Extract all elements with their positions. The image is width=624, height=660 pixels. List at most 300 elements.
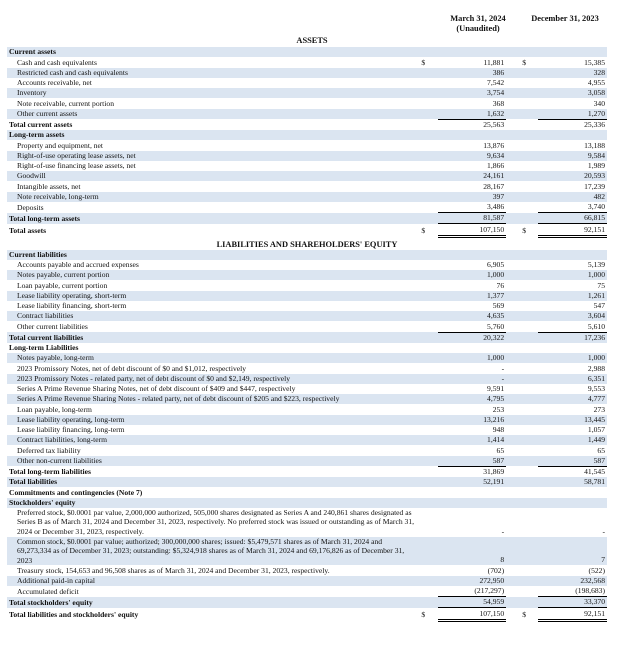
currency-symbol — [520, 537, 538, 566]
row-label: Right-of-use operating lease assets, net — [7, 151, 419, 161]
table-row — [7, 202, 607, 213]
row-label: Restricted cash and cash equivalents — [7, 68, 419, 78]
value-march-2024: 368 — [492, 98, 505, 108]
column-gap — [506, 466, 520, 477]
currency-symbol — [520, 47, 538, 57]
row-label: Total current assets — [9, 120, 73, 129]
value-december-2023 — [538, 250, 607, 260]
currency-symbol — [419, 445, 437, 455]
value-march-2024 — [438, 487, 507, 497]
table-row — [7, 565, 607, 575]
value-march-2024: 11,881 — [483, 57, 505, 67]
currency-symbol — [419, 343, 437, 353]
value-december-2023: 13,188 — [584, 140, 605, 150]
currency-symbol — [520, 508, 538, 537]
value-december-2023: 273 — [593, 404, 605, 414]
value-december-2023: 13,445 — [538, 415, 607, 425]
value-march-2024: - — [438, 374, 507, 384]
column-gap — [506, 435, 520, 445]
table-row — [7, 301, 607, 311]
currency-symbol — [419, 374, 437, 384]
column-gap — [506, 343, 520, 353]
balance-sheet-table — [7, 47, 607, 622]
section-heading-liabilities: LIABILITIES AND SHAREHOLDERS' EQUITY — [216, 239, 398, 249]
currency-symbol — [520, 213, 538, 224]
currency-symbol — [419, 537, 437, 566]
currency-symbol — [520, 466, 538, 477]
currency-symbol — [520, 384, 538, 394]
value-december-2023: 340 — [593, 98, 605, 108]
column-gap — [506, 363, 520, 373]
currency-symbol — [419, 68, 437, 78]
currency-symbol — [419, 161, 437, 171]
value-december-2023: 1,057 — [587, 425, 605, 434]
value-march-2024: 1,866 — [487, 161, 505, 170]
table-row — [7, 280, 607, 290]
value-december-2023: 1,000 — [538, 353, 607, 363]
column-gap — [506, 487, 520, 497]
column-gap — [506, 192, 520, 202]
currency-symbol — [520, 565, 538, 575]
row-label: Loan payable, current portion — [17, 280, 108, 290]
value-march-2024: 25,563 — [438, 119, 507, 130]
value-march-2024: 3,486 — [487, 202, 505, 211]
value-march-2024: 569 — [492, 301, 505, 310]
column-gap — [506, 404, 520, 414]
column-gap — [506, 425, 520, 435]
column-header-december-2023 — [520, 14, 610, 24]
currency-symbol — [419, 130, 437, 140]
value-march-2024: 386 — [438, 68, 507, 78]
column-gap — [506, 78, 520, 88]
currency-symbol: $ — [522, 610, 527, 620]
currency-symbol — [520, 576, 538, 586]
table-row — [7, 47, 607, 57]
currency-symbol — [419, 508, 437, 537]
value-march-2024 — [438, 130, 507, 140]
row-label: Treasury stock, 154,653 and 96,508 shares as of March 31, 2024 and December 31, 2023, respectively. — [17, 565, 330, 575]
currency-symbol — [520, 321, 538, 332]
row-label: Total stockholders' equity — [7, 597, 419, 608]
row-label: Lease liability financing, short-term — [17, 301, 127, 310]
row-label: Contract liabilities, long-term — [7, 435, 419, 445]
currency-symbol — [520, 353, 538, 363]
value-december-2023: 92,151 — [538, 224, 607, 236]
value-december-2023: 5,139 — [587, 260, 605, 269]
column-gap — [506, 537, 520, 566]
currency-symbol — [520, 597, 538, 608]
column-gap — [506, 171, 520, 181]
currency-symbol — [520, 250, 538, 260]
currency-symbol — [520, 332, 538, 343]
currency-symbol — [419, 213, 437, 224]
row-label: Note receivable, long-term — [7, 192, 419, 202]
row-label: Deposits — [17, 202, 44, 212]
currency-symbol — [419, 321, 437, 332]
section-heading-assets: ASSETS — [296, 36, 328, 45]
row-label: Long-term Liabilities — [9, 343, 79, 352]
currency-symbol — [419, 384, 437, 394]
value-march-2024: 1,632 — [438, 109, 507, 120]
row-label: Other current liabilities — [17, 322, 88, 331]
table-row — [7, 456, 607, 467]
row-label: Notes payable, current portion — [7, 270, 419, 280]
column-gap — [506, 565, 520, 575]
currency-symbol — [419, 586, 437, 597]
currency-symbol — [419, 280, 437, 290]
currency-symbol — [419, 498, 437, 508]
row-label: Lease liability operating, long-term — [7, 415, 419, 425]
column-gap — [506, 353, 520, 363]
column-gap — [506, 498, 520, 508]
value-march-2024: 65 — [496, 445, 505, 455]
row-label: Series A Prime Revenue Sharing Notes - related party, net of debt discount of $205 and $223, respectively — [7, 394, 419, 404]
row-label: Right-of-use financing lease assets, net — [17, 161, 136, 170]
value-december-2023: 5,610 — [587, 321, 605, 331]
row-label: Total liabilities — [7, 477, 419, 487]
currency-symbol — [520, 88, 538, 98]
column-gap — [506, 98, 520, 108]
value-march-2024: 587 — [438, 456, 507, 467]
column-gap — [506, 374, 520, 384]
value-march-2024: 6,905 — [487, 260, 505, 269]
row-label: Loan payable, long-term — [17, 404, 92, 414]
column-gap — [506, 394, 520, 404]
currency-symbol — [520, 343, 538, 353]
currency-symbol — [520, 456, 538, 467]
value-december-2023: 17,236 — [538, 332, 607, 343]
currency-symbol — [419, 47, 437, 57]
value-december-2023: 9,584 — [538, 151, 607, 161]
currency-symbol: $ — [421, 610, 426, 620]
value-march-2024: 397 — [438, 192, 507, 202]
currency-symbol — [520, 192, 538, 202]
column-gap — [506, 301, 520, 311]
currency-symbol — [520, 374, 538, 384]
currency-symbol — [520, 415, 538, 425]
currency-symbol: $ — [421, 57, 426, 67]
column-gap — [506, 68, 520, 78]
value-december-2023 — [538, 47, 607, 57]
column-header-date: March 31, 2024 — [450, 14, 506, 23]
table-row — [7, 140, 607, 150]
currency-symbol — [520, 171, 538, 181]
table-row — [7, 171, 607, 181]
currency-symbol — [520, 487, 538, 497]
value-december-2023: 1,000 — [538, 270, 607, 280]
table-row — [7, 466, 607, 477]
row-label: Current liabilities — [7, 250, 419, 260]
currency-symbol — [520, 301, 538, 311]
row-label: Notes payable, long-term — [7, 353, 419, 363]
value-december-2023: 33,370 — [538, 597, 607, 608]
table-row — [7, 343, 607, 353]
currency-symbol — [419, 394, 437, 404]
table-row — [7, 291, 607, 301]
currency-symbol — [520, 78, 538, 88]
value-march-2024: 253 — [492, 404, 505, 414]
value-december-2023: 6,351 — [538, 374, 607, 384]
currency-symbol — [419, 363, 437, 373]
table-row — [7, 415, 607, 425]
currency-symbol — [419, 78, 437, 88]
currency-symbol — [419, 250, 437, 260]
row-label: Other non-current liabilities — [7, 456, 419, 467]
currency-symbol: $ — [421, 226, 426, 235]
column-gap — [506, 130, 520, 140]
row-label: Lease liability financing, long-term — [17, 425, 125, 434]
value-december-2023: 1,261 — [538, 291, 607, 301]
currency-symbol — [419, 301, 437, 311]
currency-symbol — [520, 181, 538, 191]
column-gap — [506, 280, 520, 290]
currency-symbol — [520, 140, 538, 150]
table-row — [7, 130, 607, 140]
table-row — [7, 119, 607, 130]
value-march-2024: 272,950 — [438, 576, 507, 586]
value-december-2023: 482 — [538, 192, 607, 202]
row-label: Total assets — [9, 226, 47, 235]
column-gap — [506, 88, 520, 98]
value-march-2024: (217,297) — [474, 586, 505, 596]
table-row — [7, 250, 607, 260]
column-header-unaudited: (Unaudited) — [456, 24, 500, 33]
currency-symbol — [520, 291, 538, 301]
currency-symbol — [419, 477, 437, 487]
currency-symbol — [520, 498, 538, 508]
value-december-2023: 3,740 — [587, 202, 605, 211]
column-header-march-2024 — [428, 14, 528, 34]
row-label: Series A Prime Revenue Sharing Notes, net of debt discount of $409 and $447, respectively — [17, 384, 296, 393]
value-december-2023: 1,989 — [587, 161, 605, 170]
row-label: Accounts receivable, net — [17, 78, 92, 87]
column-gap — [506, 576, 520, 586]
currency-symbol — [419, 260, 437, 270]
row-label: Inventory — [7, 88, 419, 98]
table-row — [7, 374, 607, 384]
column-gap — [506, 291, 520, 301]
currency-symbol — [520, 280, 538, 290]
value-december-2023: 3,058 — [538, 88, 607, 98]
value-march-2024: 76 — [496, 280, 505, 290]
table-row — [7, 181, 607, 191]
table-row — [7, 109, 607, 120]
column-gap — [506, 608, 520, 620]
column-gap — [506, 415, 520, 425]
column-gap — [506, 384, 520, 394]
table-row — [7, 586, 607, 597]
column-gap — [506, 270, 520, 280]
currency-symbol: $ — [522, 226, 527, 235]
table-row — [7, 445, 607, 455]
table-row — [7, 384, 607, 394]
value-march-2024: (702) — [487, 565, 505, 575]
column-gap — [506, 586, 520, 597]
column-gap — [506, 224, 520, 236]
currency-symbol — [520, 477, 538, 487]
currency-symbol — [520, 98, 538, 108]
value-december-2023: 587 — [538, 456, 607, 467]
row-label: Total long-term assets — [7, 213, 419, 224]
value-december-2023: 2,988 — [587, 363, 605, 373]
currency-symbol — [419, 98, 437, 108]
table-row — [7, 353, 607, 363]
column-gap — [506, 260, 520, 270]
table-row — [7, 161, 607, 171]
table-row — [7, 425, 607, 435]
currency-symbol — [520, 260, 538, 270]
table-row — [7, 597, 607, 608]
currency-symbol — [520, 311, 538, 321]
table-row — [7, 363, 607, 373]
table-row — [7, 260, 607, 270]
column-header-date: December 31, 2023 — [531, 14, 599, 23]
row-label: Long-term assets — [7, 130, 419, 140]
table-row — [7, 270, 607, 280]
column-gap — [506, 508, 520, 537]
value-march-2024: 31,869 — [438, 466, 507, 477]
table-row — [7, 608, 607, 620]
value-march-2024: 81,587 — [438, 213, 507, 224]
value-march-2024 — [438, 250, 507, 260]
currency-symbol — [520, 130, 538, 140]
value-march-2024: 948 — [492, 425, 505, 434]
table-row — [7, 98, 607, 108]
value-march-2024: 3,754 — [438, 88, 507, 98]
row-label: Stockholders' equity — [7, 498, 419, 508]
currency-symbol — [419, 456, 437, 467]
value-march-2024: 24,161 — [438, 171, 507, 181]
row-label: Total long-term liabilities — [9, 467, 91, 476]
value-december-2023: (198,683) — [575, 586, 605, 596]
value-march-2024: 1,000 — [438, 353, 507, 363]
column-gap — [506, 161, 520, 171]
currency-symbol — [520, 151, 538, 161]
table-row — [7, 151, 607, 161]
currency-symbol — [520, 445, 538, 455]
currency-symbol — [419, 353, 437, 363]
currency-symbol — [419, 311, 437, 321]
value-march-2024 — [438, 47, 507, 57]
value-march-2024: 13,216 — [438, 415, 507, 425]
value-december-2023 — [538, 130, 607, 140]
value-december-2023: 547 — [593, 301, 605, 310]
currency-symbol — [520, 161, 538, 171]
table-row — [7, 537, 607, 566]
column-gap — [506, 202, 520, 213]
value-december-2023: 232,568 — [538, 576, 607, 586]
column-gap — [506, 250, 520, 260]
value-december-2023: 3,604 — [538, 311, 607, 321]
row-label: Total liabilities and stockholders' equity — [9, 610, 139, 620]
column-gap — [506, 119, 520, 130]
table-row — [7, 435, 607, 445]
value-march-2024: 9,591 — [487, 384, 505, 393]
column-gap — [506, 597, 520, 608]
value-march-2024: - — [501, 526, 505, 536]
currency-symbol — [419, 291, 437, 301]
table-row — [7, 192, 607, 202]
value-december-2023: 92,151 — [538, 608, 607, 620]
value-december-2023: 20,593 — [538, 171, 607, 181]
value-december-2023: 9,553 — [587, 384, 605, 393]
value-december-2023: 58,781 — [538, 477, 607, 487]
currency-symbol — [419, 435, 437, 445]
column-gap — [506, 181, 520, 191]
value-december-2023: 65 — [597, 445, 605, 455]
currency-symbol — [520, 404, 538, 414]
value-march-2024: 20,322 — [438, 332, 507, 343]
value-march-2024: 1,000 — [438, 270, 507, 280]
value-march-2024: 4,795 — [438, 394, 507, 404]
value-december-2023: 4,777 — [538, 394, 607, 404]
value-march-2024: 13,876 — [483, 140, 505, 150]
value-december-2023: 328 — [538, 68, 607, 78]
currency-symbol — [419, 466, 437, 477]
currency-symbol — [419, 88, 437, 98]
column-gap — [506, 109, 520, 120]
table-row — [7, 477, 607, 487]
value-december-2023: 17,239 — [584, 181, 605, 191]
currency-symbol — [419, 181, 437, 191]
table-row — [7, 332, 607, 343]
table-row — [7, 394, 607, 404]
section-heading-row — [7, 236, 607, 250]
row-label: Preferred stock, $0.0001 par value, 2,000,000 authorized, 505,000 shares designated as Series A and 240,861 shares designated as Series B as of March 31, 2024 and December 31, 2023, respectively. No preferred stock was issued or outstanding as of March 31, 2024 or December 31, 2023, respectively. — [17, 507, 415, 536]
value-december-2023: 1,449 — [538, 435, 607, 445]
currency-symbol — [419, 202, 437, 213]
value-december-2023: 25,336 — [538, 119, 607, 130]
value-december-2023: - — [602, 526, 605, 536]
currency-symbol — [419, 270, 437, 280]
value-december-2023: 66,815 — [538, 213, 607, 224]
row-label: 2023 Promissory Notes, net of debt discount of $0 and $1,012, respectively — [17, 363, 247, 373]
row-label: Common stock, $0.0001 par value; authorized; 300,000,000 shares; issued: $5,479,571 shares as of March 31, 2024 and 69,273,334 as of December 31, 2023; outstanding: $5,324,918 shares as of March 31, 2024 and 69,176,826 as of December 31, 2023 — [7, 537, 419, 566]
value-march-2024: 107,150 — [438, 608, 507, 620]
value-march-2024 — [438, 498, 507, 508]
value-march-2024: 8 — [438, 537, 507, 566]
currency-symbol — [520, 68, 538, 78]
value-december-2023: 41,545 — [538, 466, 607, 477]
value-december-2023 — [538, 343, 607, 353]
currency-symbol — [419, 415, 437, 425]
currency-symbol — [520, 109, 538, 120]
row-label: Lease liability operating, short-term — [7, 291, 419, 301]
row-label: Accounts payable and accrued expenses — [17, 260, 139, 269]
value-december-2023: 75 — [597, 280, 605, 290]
currency-symbol — [419, 487, 437, 497]
column-gap — [506, 477, 520, 487]
table-row — [7, 57, 607, 67]
value-march-2024: 4,635 — [438, 311, 507, 321]
row-label: Other current assets — [7, 109, 419, 120]
value-december-2023: 4,955 — [587, 78, 605, 87]
currency-symbol — [520, 270, 538, 280]
column-gap — [506, 332, 520, 343]
currency-symbol — [419, 171, 437, 181]
currency-symbol — [520, 586, 538, 597]
table-row — [7, 576, 607, 586]
table-row — [7, 224, 607, 236]
value-march-2024: 1,377 — [438, 291, 507, 301]
value-march-2024 — [438, 343, 507, 353]
row-label: Note receivable, current portion — [17, 98, 114, 108]
value-march-2024: 9,634 — [438, 151, 507, 161]
value-march-2024: 107,150 — [438, 224, 507, 236]
currency-symbol — [419, 119, 437, 130]
table-row — [7, 88, 607, 98]
value-december-2023 — [538, 487, 607, 497]
